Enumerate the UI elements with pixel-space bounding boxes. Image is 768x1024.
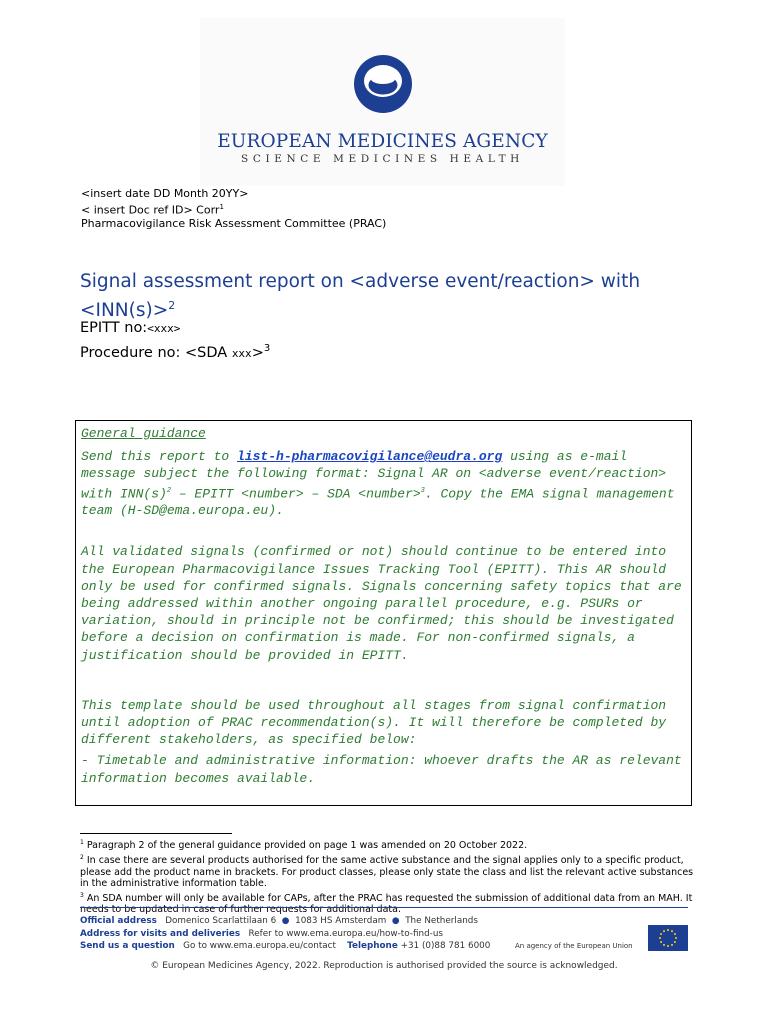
visits-text[interactable]: Refer to www.ema.europa.eu/how-to-find-us [248, 928, 443, 939]
title-footnote-ref: 2 [168, 299, 176, 312]
footer-separator [80, 907, 688, 908]
procedure-close: > [251, 344, 264, 361]
footnote-separator [80, 833, 232, 834]
footnote-1-text: Paragraph 2 of the general guidance provided on page 1 was amended on 20 October 2022. [83, 840, 528, 852]
guidance-footnote-ref-3: 3 [420, 486, 425, 495]
date-line: <insert date DD Month 20YY> [81, 187, 249, 200]
epitt-label: EPITT no: [80, 320, 148, 336]
street: Domenico Scarlattilaan 6 [165, 916, 277, 926]
header [200, 18, 565, 186]
official-address-line: Official address Domenico Scarlattilaan 6 ● 1083 HS Amsterdam ● The Netherlands [80, 916, 478, 926]
footnote-3 [80, 890, 695, 916]
country: The Netherlands [405, 916, 478, 926]
committee-line: Pharmacovigilance Risk Assessment Committee (PRAC) [81, 216, 387, 230]
telephone-label: Telephone [347, 941, 398, 951]
guidance-p1-text-c: – EPITT <number> – SDA <number> [171, 485, 421, 501]
footnote-2-text: In case there are several products authorised for the same active substance and the signal applies only to a specific product, please add the product name in brackets. For product classes, please only state the class and list the relevant active substances in the administrative information table. [80, 854, 694, 890]
report-title-text: Signal assessment report on <adverse event/reaction> with <INN(s)> [80, 271, 641, 322]
eu-flag-icon [648, 925, 688, 951]
copyright-line: © European Medicines Agency, 2022. Reproduction is authorised provided the source is acknowledged. [150, 961, 618, 971]
guidance-p1-text-d: . Copy the EMA signal management team (H-SD@ema.europa.eu). [81, 485, 675, 519]
footnote-2 [80, 852, 695, 890]
report-title [80, 270, 700, 323]
epitt-value: <xxx> [147, 322, 181, 335]
agency-tagline: SCIENCE MEDICINES HEALTH [241, 153, 524, 165]
guidance-paragraph-4: - Timetable and administrative information: whoever drafts the AR as relevant information becomes available. [81, 753, 682, 786]
footnote-1 [80, 837, 695, 852]
general-guidance-box [75, 420, 692, 806]
guidance-paragraph-1 [81, 448, 686, 519]
guidance-paragraph-3: This template should be used throughout all stages from signal confirmation until adoption of PRAC recommendation(s). It will therefore be completed by different stakeholders, as specified below: [81, 697, 667, 748]
procedure-value: xxx [231, 346, 252, 360]
procedure-footnote-ref: 3 [263, 343, 271, 354]
footnote-3-text: An SDA number will only be available for CAPs, after the PRAC has requested the submission of additional data from an MAH. It needs to be updated in case of further requests for additional data. [80, 892, 693, 916]
epitt-line [80, 320, 180, 336]
procedure-line [80, 343, 270, 361]
official-address-label: Official address [80, 916, 157, 926]
procedure-label: Procedure no: <SDA [80, 344, 232, 361]
footnote-3-number: 3 [80, 891, 84, 899]
question-text[interactable]: Go to www.ema.europa.eu/contact [183, 941, 336, 951]
telephone-text: +31 (0)88 781 6000 [400, 941, 491, 951]
eu-agency-tag: An agency of the European Union [515, 942, 633, 950]
footnote-1-number: 1 [80, 839, 84, 846]
question-label: Send us a question [80, 941, 175, 951]
guidance-p1-text-a: Send this report to [81, 449, 238, 465]
docref-line [81, 201, 386, 217]
footnotes [80, 837, 695, 916]
question-line [80, 940, 490, 953]
docref-footnote-ref: 1 [219, 202, 224, 211]
guidance-footnote-ref-2: 2 [166, 486, 172, 495]
agency-name: EUROPEAN MEDICINES AGENCY [217, 131, 548, 152]
address-footer [80, 915, 490, 953]
visits-label: Address for visits and deliveries [80, 928, 241, 939]
guidance-p1-text-b: using as e-mail message subject the following format: Signal AR on <adverse event/reaction> with INN(s) [81, 449, 667, 501]
guidance-heading: General guidance [81, 426, 206, 441]
guidance-paragraph-2: All validated signals (confirmed or not) should continue to be entered into the European Pharmacovigilance Issues Tracking Tool (EPITT). This AR should only be used for confirmed signals. Signals concerning safety topics that are being addressed within another ongoing parallel procedure, e.g. PSURs or variation, should in principle not be confirmed; this should be investigated before a decision on confirmation is made. For non-confirmed signals, a justification should be provided in EPITT. [81, 544, 682, 663]
docref-text: < insert Doc ref ID> Corr [81, 203, 220, 217]
document-meta [81, 187, 386, 230]
postcode: 1083 HS Amsterdam [295, 916, 387, 926]
ema-logo-icon [353, 54, 413, 114]
visits-line [80, 928, 490, 941]
email-link[interactable]: list-h-pharmacovigilance@eudra.org [237, 449, 503, 465]
footnote-2-number: 2 [80, 853, 84, 861]
